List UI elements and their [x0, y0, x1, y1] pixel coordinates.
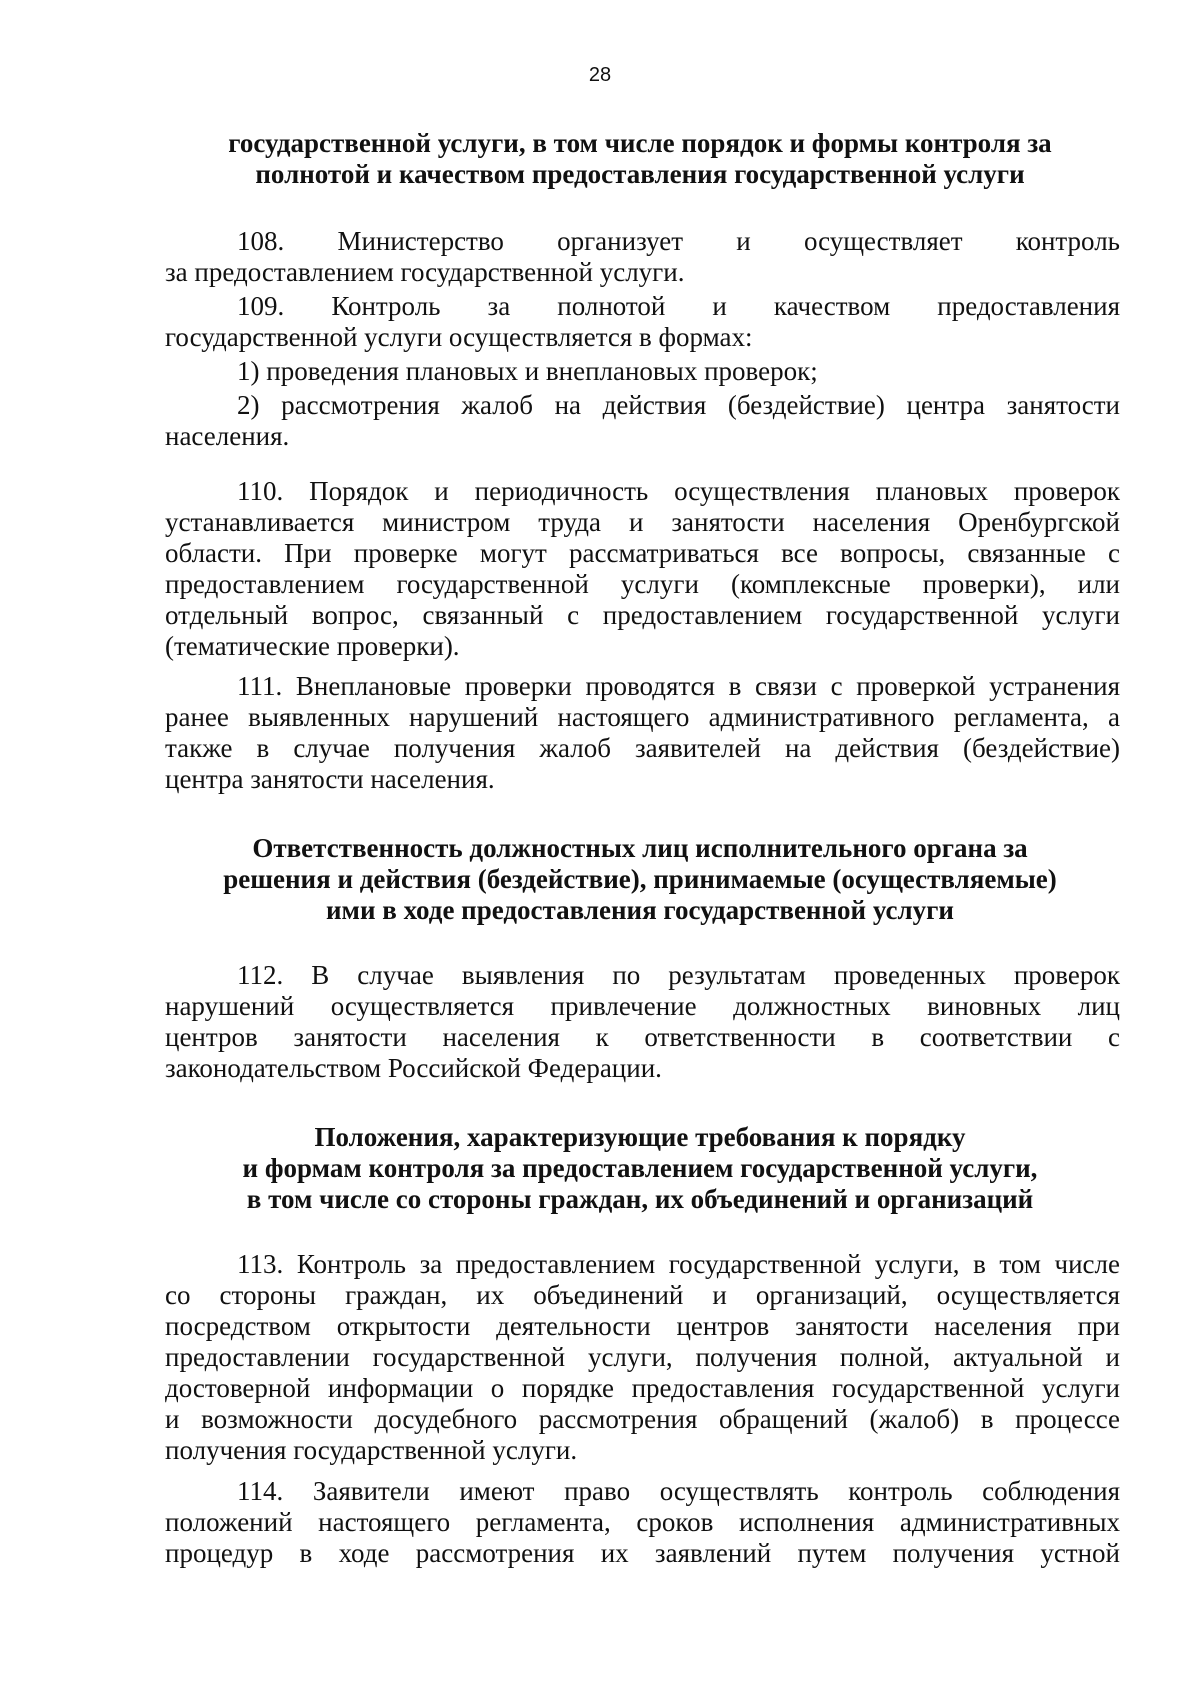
paragraph-line: также в случае получения жалоб заявителей на действия (бездействие) — [165, 733, 1120, 763]
paragraph-line: предоставлении государственной услуги, получения полной, актуальной и — [165, 1342, 1120, 1372]
paragraph-line: предоставлением государственной услуги (комплексные проверки), или — [165, 569, 1120, 599]
paragraph-line: законодательством Российской Федерации. — [165, 1053, 662, 1083]
paragraph-114 — [165, 1476, 1120, 1569]
heading-line: Положения, характеризующие требования к порядку — [314, 1122, 966, 1152]
paragraph-line: положений настоящего регламента, сроков исполнения административных — [165, 1507, 1120, 1537]
paragraph-line: и возможности досудебного рассмотрения обращений (жалоб) в процессе — [165, 1404, 1120, 1434]
paragraph-line: ранее выявленных нарушений настоящего административного регламента, а — [165, 702, 1120, 732]
paragraph-line: 2) рассмотрения жалоб на действия (бездействие) центра занятости — [237, 390, 1120, 420]
paragraph-108 — [165, 226, 1120, 288]
paragraph-line: устанавливается министром труда и занятости населения Оренбургской — [165, 507, 1120, 537]
paragraph-111 — [165, 671, 1120, 795]
paragraph-line: достоверной информации о порядке предоставления государственной услуги — [165, 1373, 1120, 1403]
heading-line: полнотой и качеством предоставления государственной услуги — [255, 159, 1025, 189]
paragraph-line: посредством открытости деятельности центров занятости населения при — [165, 1311, 1120, 1341]
heading-line: и формам контроля за предоставлением государственной услуги, — [242, 1153, 1038, 1183]
page-number: 28 — [588, 64, 612, 86]
paragraph-line: отдельный вопрос, связанный с предоставлением государственной услуги — [165, 600, 1120, 630]
paragraph-113 — [165, 1249, 1120, 1466]
paragraph-line: за предоставлением государственной услуги. — [165, 257, 685, 287]
paragraph-line: 108. Министерство организует и осуществляет контроль — [237, 226, 1120, 256]
paragraph-line: 109. Контроль за полнотой и качеством предоставления — [237, 291, 1120, 321]
paragraph-line: со стороны граждан, их объединений и организаций, осуществляется — [165, 1280, 1120, 1310]
paragraph-109-item-2 — [165, 390, 1120, 452]
paragraph-line: центров занятости населения к ответственности в соответствии с — [165, 1022, 1120, 1052]
paragraph-112 — [165, 960, 1120, 1084]
paragraph-line: 114. Заявители имеют право осуществлять контроль соблюдения — [237, 1476, 1120, 1506]
paragraph-line: 113. Контроль за предоставлением государственной услуги, в том числе — [237, 1249, 1120, 1279]
paragraph-line: населения. — [165, 421, 290, 451]
paragraph-110 — [165, 476, 1120, 662]
paragraph-line: получения государственной услуги. — [165, 1435, 578, 1465]
paragraph-109 — [165, 291, 1120, 353]
paragraph-line: 1) проведения плановых и внеплановых проверок; — [237, 356, 818, 386]
paragraph-line: 111. Внеплановые проверки проводятся в связи с проверкой устранения — [237, 671, 1120, 701]
paragraph-109-item-1 — [165, 356, 1120, 387]
section-heading-responsibility — [160, 833, 1120, 926]
paragraph-line: (тематические проверки). — [165, 631, 460, 661]
heading-line: ими в ходе предоставления государственной услуги — [326, 895, 954, 925]
heading-line: Ответственность должностных лиц исполнительного органа за — [252, 833, 1028, 863]
paragraph-line: области. При проверке могут рассматриваться все вопросы, связанные с — [165, 538, 1120, 568]
paragraph-line: государственной услуги осуществляется в формах: — [165, 322, 753, 352]
paragraph-line: процедур в ходе рассмотрения их заявлений путем получения устной — [165, 1538, 1120, 1568]
section-heading-control — [160, 128, 1120, 190]
paragraph-line: центра занятости населения. — [165, 764, 495, 794]
heading-line: государственной услуги, в том числе порядок и формы контроля за — [228, 128, 1052, 158]
paragraph-line: нарушений осуществляется привлечение должностных виновных лиц — [165, 991, 1120, 1021]
paragraph-line: 112. В случае выявления по результатам проведенных проверок — [237, 960, 1120, 990]
section-heading-requirements — [160, 1122, 1120, 1215]
heading-line: в том числе со стороны граждан, их объединений и организаций — [246, 1184, 1034, 1214]
paragraph-line: 110. Порядок и периодичность осуществления плановых проверок — [237, 476, 1120, 506]
heading-line: решения и действия (бездействие), принимаемые (осуществляемые) — [223, 864, 1057, 894]
